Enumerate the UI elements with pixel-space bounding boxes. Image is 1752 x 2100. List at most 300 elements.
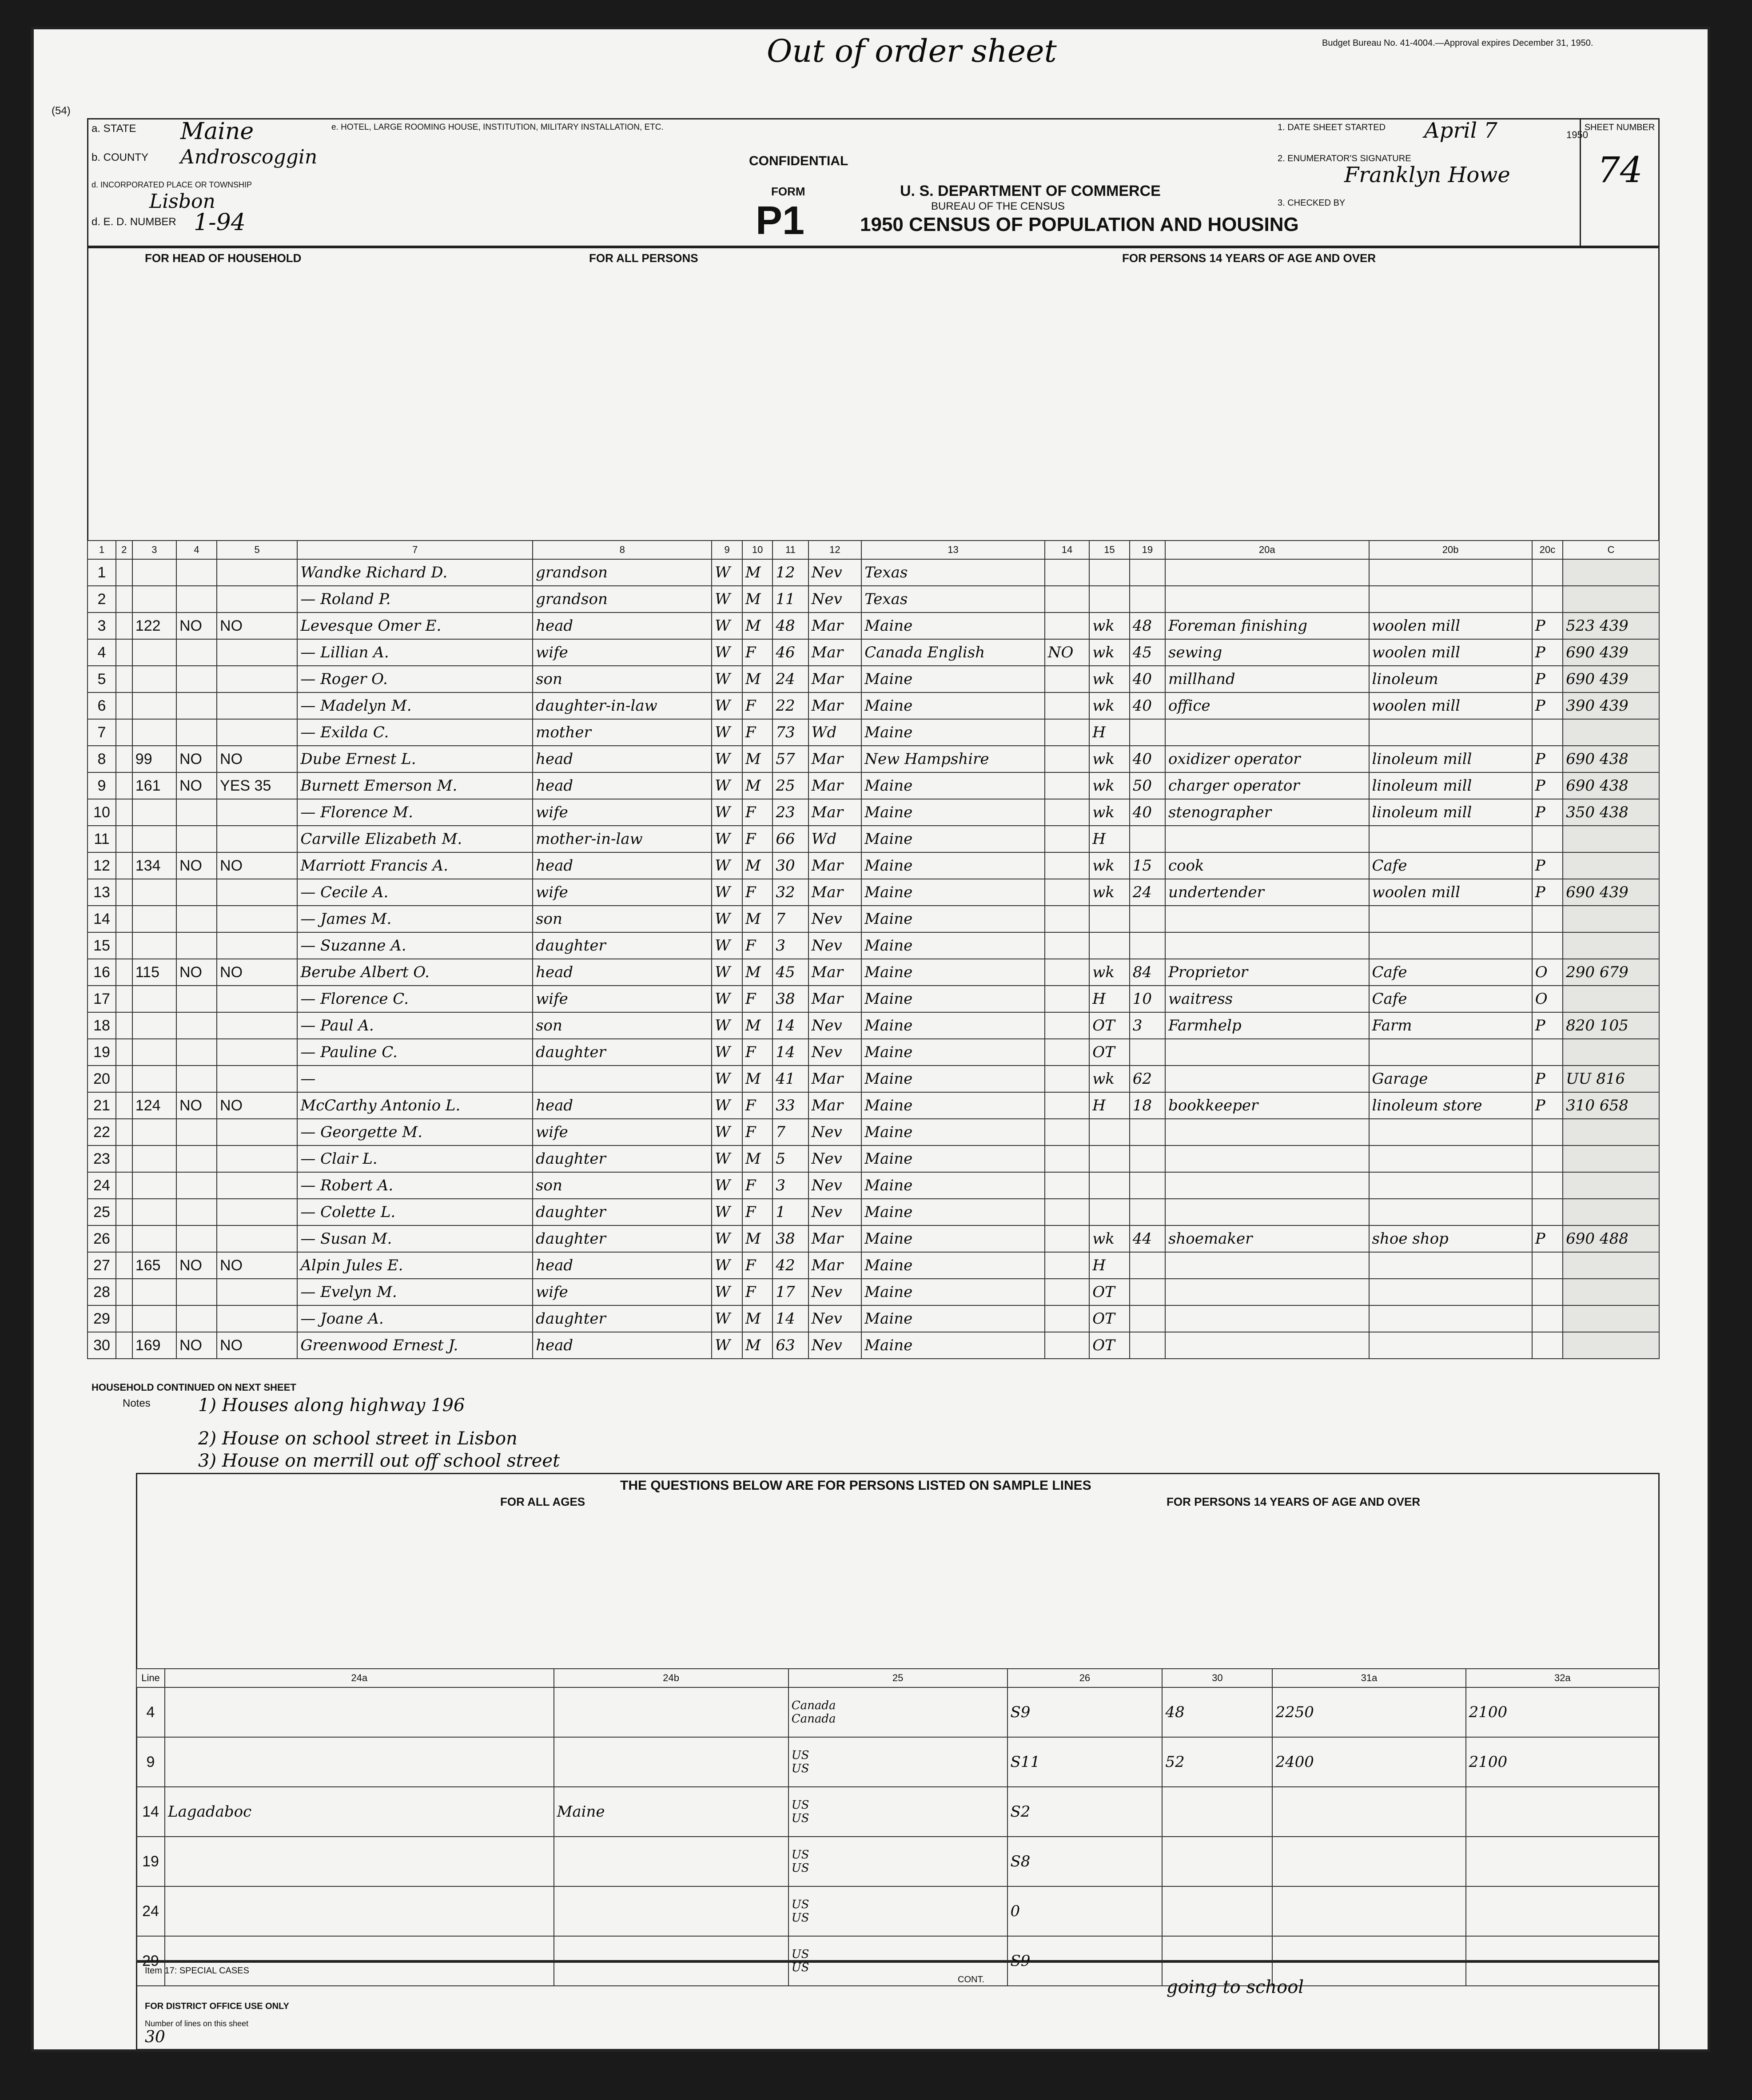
industry: woolen mill bbox=[1369, 639, 1532, 666]
office-code bbox=[1563, 932, 1659, 959]
occupation: cook bbox=[1165, 852, 1369, 879]
office-code: 690 439 bbox=[1563, 639, 1659, 666]
line-number: 22 bbox=[88, 1119, 116, 1145]
sex: F bbox=[742, 879, 772, 906]
house-number bbox=[116, 1119, 132, 1145]
work-status: wk bbox=[1089, 1225, 1130, 1252]
marital-status: Mar bbox=[808, 692, 862, 719]
serial-number bbox=[132, 1225, 176, 1252]
sex: F bbox=[742, 1252, 772, 1279]
sheet-number-label: SHEET NUMBER bbox=[1584, 123, 1655, 132]
age: 63 bbox=[772, 1332, 808, 1359]
marital-status: Nev bbox=[808, 1012, 862, 1039]
sex: F bbox=[742, 826, 772, 852]
marital-status: Mar bbox=[808, 746, 862, 772]
office-code bbox=[1563, 586, 1659, 612]
person-name: — Georgette M. bbox=[297, 1119, 533, 1145]
farm-status bbox=[176, 666, 217, 692]
hours-worked: 3 bbox=[1130, 1012, 1165, 1039]
industry bbox=[1369, 1252, 1532, 1279]
occupation: oxidizer operator bbox=[1165, 746, 1369, 772]
age: 3 bbox=[772, 1172, 808, 1199]
marital-status: Mar bbox=[808, 986, 862, 1012]
farm-status: NO bbox=[176, 959, 217, 986]
wage-income bbox=[1272, 1886, 1465, 1936]
acres: YES 35 bbox=[217, 772, 297, 799]
sex: F bbox=[742, 1172, 772, 1199]
state-value: Maine bbox=[180, 118, 254, 145]
all-persons-title: FOR ALL PERSONS bbox=[589, 251, 698, 265]
birthplace: Maine bbox=[861, 799, 1045, 826]
office-code: UU 816 bbox=[1563, 1066, 1659, 1092]
work-status: wk bbox=[1089, 692, 1130, 719]
serial-number: 115 bbox=[132, 959, 176, 986]
table-row bbox=[88, 1039, 1659, 1066]
class-of-worker: P bbox=[1532, 1012, 1563, 1039]
house-number bbox=[116, 1066, 132, 1092]
serial-number: 165 bbox=[132, 1252, 176, 1279]
parents-birthplace bbox=[788, 1737, 1007, 1787]
sample-line: 4 bbox=[136, 1687, 165, 1737]
work-status bbox=[1089, 559, 1130, 586]
weeks-worked bbox=[1162, 1886, 1272, 1936]
birthplace: Maine bbox=[861, 1092, 1045, 1119]
farm-status: NO bbox=[176, 1332, 217, 1359]
sex: F bbox=[742, 639, 772, 666]
birthplace: Maine bbox=[861, 1199, 1045, 1225]
mother-birthplace: US bbox=[791, 1861, 809, 1875]
race: W bbox=[712, 879, 742, 906]
table-row bbox=[88, 746, 1659, 772]
occupation: bookkeeper bbox=[1165, 1092, 1369, 1119]
serial-number bbox=[132, 1145, 176, 1172]
line-number: 5 bbox=[88, 666, 116, 692]
person-name: — Paul A. bbox=[297, 1012, 533, 1039]
office-code bbox=[1563, 1145, 1659, 1172]
table-row bbox=[88, 986, 1659, 1012]
race: W bbox=[712, 1012, 742, 1039]
farm-status: NO bbox=[176, 852, 217, 879]
occupation: Proprietor bbox=[1165, 959, 1369, 986]
office-code: 350 438 bbox=[1563, 799, 1659, 826]
class-of-worker: P bbox=[1532, 746, 1563, 772]
sample-row bbox=[136, 1687, 1659, 1737]
serial-number bbox=[132, 666, 176, 692]
sex: F bbox=[742, 1199, 772, 1225]
farm-status bbox=[176, 986, 217, 1012]
work-status bbox=[1089, 932, 1130, 959]
age: 14 bbox=[772, 1305, 808, 1332]
sex: F bbox=[742, 1039, 772, 1066]
note-3: 3) House on merrill out off school street bbox=[198, 1451, 560, 1471]
birthplace: Canada English bbox=[861, 639, 1045, 666]
work-status: OT bbox=[1089, 1332, 1130, 1359]
relationship: daughter-in-law bbox=[533, 692, 712, 719]
industry bbox=[1369, 1332, 1532, 1359]
farm-status: NO bbox=[176, 1252, 217, 1279]
house-number bbox=[116, 986, 132, 1012]
class-of-worker: P bbox=[1532, 879, 1563, 906]
birthplace: Maine bbox=[861, 1305, 1045, 1332]
wage-income bbox=[1272, 1837, 1465, 1886]
wage-income bbox=[1272, 1787, 1465, 1837]
birthplace: Maine bbox=[861, 986, 1045, 1012]
marital-status: Mar bbox=[808, 772, 862, 799]
marital-status: Mar bbox=[808, 959, 862, 986]
house-number bbox=[116, 559, 132, 586]
farm-status bbox=[176, 1012, 217, 1039]
naturalized bbox=[1045, 746, 1089, 772]
office-code bbox=[1563, 1119, 1659, 1145]
office-code bbox=[1563, 1279, 1659, 1305]
column-numbers: 1 2 3 4 5 7 8 9 10 11 12 13 14 15 19 20a 20b 20c C bbox=[88, 541, 1659, 559]
relationship: wife bbox=[533, 1119, 712, 1145]
line-number: 17 bbox=[88, 986, 116, 1012]
serial-number bbox=[132, 1279, 176, 1305]
enumerator-label: 2. ENUMERATOR'S SIGNATURE bbox=[1278, 154, 1411, 163]
class-of-worker: O bbox=[1532, 986, 1563, 1012]
sex: M bbox=[742, 1012, 772, 1039]
occupation: millhand bbox=[1165, 666, 1369, 692]
sex: F bbox=[742, 799, 772, 826]
person-name: Alpin Jules E. bbox=[297, 1252, 533, 1279]
age: 7 bbox=[772, 906, 808, 932]
table-row bbox=[88, 772, 1659, 799]
office-code: 290 679 bbox=[1563, 959, 1659, 986]
relationship: wife bbox=[533, 639, 712, 666]
year-value: 1950 bbox=[1566, 129, 1588, 140]
naturalized bbox=[1045, 612, 1089, 639]
county-year-ago bbox=[165, 1737, 554, 1787]
serial-number bbox=[132, 1066, 176, 1092]
naturalized bbox=[1045, 666, 1089, 692]
person-name: Carville Elizabeth M. bbox=[297, 826, 533, 852]
relationship: head bbox=[533, 1332, 712, 1359]
naturalized bbox=[1045, 826, 1089, 852]
marital-status: Nev bbox=[808, 586, 862, 612]
industry: Farm bbox=[1369, 1012, 1532, 1039]
race: W bbox=[712, 799, 742, 826]
house-number bbox=[116, 1332, 132, 1359]
line-number: 8 bbox=[88, 746, 116, 772]
industry: Cafe bbox=[1369, 852, 1532, 879]
table-row bbox=[88, 799, 1659, 826]
acres bbox=[217, 906, 297, 932]
sex: M bbox=[742, 612, 772, 639]
relationship: grandson bbox=[533, 559, 712, 586]
race: W bbox=[712, 639, 742, 666]
lines-label: Number of lines on this sheet bbox=[145, 2019, 249, 2028]
relationship: son bbox=[533, 906, 712, 932]
father-birthplace: Canada bbox=[791, 1699, 836, 1712]
naturalized bbox=[1045, 1145, 1089, 1172]
class-of-worker: P bbox=[1532, 772, 1563, 799]
marital-status: Nev bbox=[808, 1172, 862, 1199]
occupation bbox=[1165, 1279, 1369, 1305]
marital-status: Mar bbox=[808, 1225, 862, 1252]
note-1: 1) Houses along highway 196 bbox=[198, 1395, 465, 1416]
class-of-worker bbox=[1532, 1305, 1563, 1332]
checked-by-label: 3. CHECKED BY bbox=[1278, 198, 1346, 208]
sample-line: 9 bbox=[136, 1737, 165, 1787]
industry: Cafe bbox=[1369, 986, 1532, 1012]
hours-worked: 45 bbox=[1130, 639, 1165, 666]
acres bbox=[217, 1225, 297, 1252]
sex: F bbox=[742, 986, 772, 1012]
naturalized bbox=[1045, 1092, 1089, 1119]
serial-number bbox=[132, 826, 176, 852]
house-number bbox=[116, 1225, 132, 1252]
hours-worked: 24 bbox=[1130, 879, 1165, 906]
office-code: 690 439 bbox=[1563, 666, 1659, 692]
house-number bbox=[116, 612, 132, 639]
item17-label: Item 17: SPECIAL CASES bbox=[145, 1966, 249, 1976]
line-number: 29 bbox=[88, 1305, 116, 1332]
hours-worked: 84 bbox=[1130, 959, 1165, 986]
acres: NO bbox=[217, 959, 297, 986]
person-name: — Joane A. bbox=[297, 1305, 533, 1332]
naturalized bbox=[1045, 986, 1089, 1012]
race: W bbox=[712, 1199, 742, 1225]
class-of-worker: P bbox=[1532, 639, 1563, 666]
age: 11 bbox=[772, 586, 808, 612]
work-status bbox=[1089, 586, 1130, 612]
farm-status bbox=[176, 559, 217, 586]
race: W bbox=[712, 1066, 742, 1092]
parents-birthplace bbox=[788, 1837, 1007, 1886]
work-status: wk bbox=[1089, 666, 1130, 692]
birthplace: Texas bbox=[861, 586, 1045, 612]
sex: M bbox=[742, 559, 772, 586]
person-name: — Florence C. bbox=[297, 986, 533, 1012]
acres bbox=[217, 879, 297, 906]
relationship: head bbox=[533, 1092, 712, 1119]
dept-title: U. S. DEPARTMENT OF COMMERCE bbox=[900, 183, 1161, 199]
work-status: wk bbox=[1089, 746, 1130, 772]
class-of-worker bbox=[1532, 1279, 1563, 1305]
budget-note: Budget Bureau No. 41-4004.—Approval expires December 31, 1950. bbox=[1322, 38, 1593, 48]
highest-grade: 0 bbox=[1007, 1886, 1163, 1936]
person-name: McCarthy Antonio L. bbox=[297, 1092, 533, 1119]
sex: M bbox=[742, 959, 772, 986]
birthplace: Maine bbox=[861, 692, 1045, 719]
marital-status: Mar bbox=[808, 852, 862, 879]
line-number: 27 bbox=[88, 1252, 116, 1279]
sex: F bbox=[742, 932, 772, 959]
sex: M bbox=[742, 1066, 772, 1092]
line-number: 4 bbox=[88, 639, 116, 666]
county-label: b. COUNTY bbox=[92, 151, 149, 163]
occupation bbox=[1165, 906, 1369, 932]
person-name: — Roland P. bbox=[297, 586, 533, 612]
date-started-label: 1. DATE SHEET STARTED bbox=[1278, 123, 1386, 132]
work-status: wk bbox=[1089, 639, 1130, 666]
lines-value: 30 bbox=[145, 2028, 165, 2046]
notes-label: Notes bbox=[123, 1397, 151, 1409]
relationship: head bbox=[533, 1252, 712, 1279]
over-14-title: FOR PERSONS 14 YEARS OF AGE AND OVER bbox=[1122, 251, 1376, 265]
place-label: d. INCORPORATED PLACE OR TOWNSHIP bbox=[92, 180, 252, 189]
class-of-worker bbox=[1532, 1199, 1563, 1225]
weeks-worked: 52 bbox=[1162, 1737, 1272, 1787]
class-of-worker: P bbox=[1532, 666, 1563, 692]
county-year-ago bbox=[165, 1886, 554, 1936]
relationship: mother bbox=[533, 719, 712, 746]
class-of-worker bbox=[1532, 1172, 1563, 1199]
work-status: wk bbox=[1089, 612, 1130, 639]
household-continued: HOUSEHOLD CONTINUED ON NEXT SHEET bbox=[92, 1382, 296, 1393]
person-name: — Florence M. bbox=[297, 799, 533, 826]
age: 1 bbox=[772, 1199, 808, 1225]
acres bbox=[217, 799, 297, 826]
house-number bbox=[116, 1199, 132, 1225]
sex: F bbox=[742, 1279, 772, 1305]
age: 14 bbox=[772, 1039, 808, 1066]
industry bbox=[1369, 559, 1532, 586]
age: 38 bbox=[772, 986, 808, 1012]
county-year-ago bbox=[165, 1687, 554, 1737]
line-number: 18 bbox=[88, 1012, 116, 1039]
table-row bbox=[88, 959, 1659, 986]
occupation: undertender bbox=[1165, 879, 1369, 906]
occupation bbox=[1165, 1145, 1369, 1172]
weeks-worked bbox=[1162, 1837, 1272, 1886]
office-code bbox=[1563, 986, 1659, 1012]
house-number bbox=[116, 772, 132, 799]
serial-number bbox=[132, 586, 176, 612]
occupation: Foreman finishing bbox=[1165, 612, 1369, 639]
office-code bbox=[1563, 852, 1659, 879]
birthplace: Maine bbox=[861, 852, 1045, 879]
race: W bbox=[712, 1305, 742, 1332]
farm-status bbox=[176, 692, 217, 719]
office-code bbox=[1563, 906, 1659, 932]
farm-status: NO bbox=[176, 746, 217, 772]
work-status: wk bbox=[1089, 772, 1130, 799]
hours-worked: 48 bbox=[1130, 612, 1165, 639]
out-of-order-note: Out of order sheet bbox=[767, 33, 1057, 69]
person-name: — Clair L. bbox=[297, 1145, 533, 1172]
class-of-worker bbox=[1532, 719, 1563, 746]
father-birthplace: US bbox=[791, 1749, 809, 1762]
person-name: — Exilda C. bbox=[297, 719, 533, 746]
hours-worked: 40 bbox=[1130, 799, 1165, 826]
enumerator-signature: Franklyn Howe bbox=[1344, 163, 1510, 187]
marital-status: Wd bbox=[808, 719, 862, 746]
house-number bbox=[116, 959, 132, 986]
form-code: (54) bbox=[52, 105, 71, 117]
marital-status: Nev bbox=[808, 1119, 862, 1145]
race: W bbox=[712, 906, 742, 932]
bureau-title: BUREAU OF THE CENSUS bbox=[931, 200, 1065, 212]
table-row bbox=[88, 1092, 1659, 1119]
race: W bbox=[712, 852, 742, 879]
hours-worked bbox=[1130, 559, 1165, 586]
acres bbox=[217, 1199, 297, 1225]
family-income: 2100 bbox=[1466, 1687, 1659, 1737]
race: W bbox=[712, 772, 742, 799]
state-label: a. STATE bbox=[92, 123, 136, 135]
person-name: Dube Ernest L. bbox=[297, 746, 533, 772]
age: 22 bbox=[772, 692, 808, 719]
acres bbox=[217, 666, 297, 692]
head-of-household-title: FOR HEAD OF HOUSEHOLD bbox=[145, 251, 302, 265]
weeks-worked: 48 bbox=[1162, 1687, 1272, 1737]
state-year-ago bbox=[554, 1737, 788, 1787]
census-title: 1950 CENSUS OF POPULATION AND HOUSING bbox=[860, 214, 1299, 235]
naturalized bbox=[1045, 1332, 1089, 1359]
work-status: H bbox=[1089, 1252, 1130, 1279]
age: 66 bbox=[772, 826, 808, 852]
race: W bbox=[712, 959, 742, 986]
state-year-ago bbox=[554, 1837, 788, 1886]
mother-birthplace: US bbox=[791, 1961, 809, 1974]
class-of-worker bbox=[1532, 1332, 1563, 1359]
office-use-label: FOR DISTRICT OFFICE USE ONLY bbox=[145, 2001, 289, 2011]
occupation bbox=[1165, 1305, 1369, 1332]
age: 17 bbox=[772, 1279, 808, 1305]
race: W bbox=[712, 1332, 742, 1359]
farm-status bbox=[176, 1279, 217, 1305]
person-name: — Suzanne A. bbox=[297, 932, 533, 959]
serial-number: 124 bbox=[132, 1092, 176, 1119]
marital-status: Nev bbox=[808, 1332, 862, 1359]
marital-status: Mar bbox=[808, 612, 862, 639]
serial-number bbox=[132, 1305, 176, 1332]
work-status: wk bbox=[1089, 852, 1130, 879]
relationship bbox=[533, 1066, 712, 1092]
naturalized bbox=[1045, 932, 1089, 959]
age: 38 bbox=[772, 1225, 808, 1252]
marital-status: Nev bbox=[808, 1145, 862, 1172]
birthplace: Maine bbox=[861, 959, 1045, 986]
house-number bbox=[116, 1092, 132, 1119]
occupation: shoemaker bbox=[1165, 1225, 1369, 1252]
office-code: 690 439 bbox=[1563, 879, 1659, 906]
acres bbox=[217, 1172, 297, 1199]
line-number: 21 bbox=[88, 1092, 116, 1119]
work-status: OT bbox=[1089, 1305, 1130, 1332]
line-number: 6 bbox=[88, 692, 116, 719]
sample-line: 19 bbox=[136, 1837, 165, 1886]
naturalized bbox=[1045, 1119, 1089, 1145]
hours-worked: 10 bbox=[1130, 986, 1165, 1012]
office-code bbox=[1563, 1305, 1659, 1332]
class-of-worker: P bbox=[1532, 1066, 1563, 1092]
family-income: 2100 bbox=[1466, 1737, 1659, 1787]
sex: M bbox=[742, 772, 772, 799]
race: W bbox=[712, 612, 742, 639]
occupation bbox=[1165, 932, 1369, 959]
sex: F bbox=[742, 1119, 772, 1145]
line-number: 10 bbox=[88, 799, 116, 826]
office-code: 690 488 bbox=[1563, 1225, 1659, 1252]
office-code: 390 439 bbox=[1563, 692, 1659, 719]
naturalized bbox=[1045, 1252, 1089, 1279]
industry bbox=[1369, 1279, 1532, 1305]
serial-number bbox=[132, 1172, 176, 1199]
age: 14 bbox=[772, 1012, 808, 1039]
person-name: — Robert A. bbox=[297, 1172, 533, 1199]
line-number: 9 bbox=[88, 772, 116, 799]
relationship: wife bbox=[533, 879, 712, 906]
race: W bbox=[712, 746, 742, 772]
date-started-value: April 7 bbox=[1424, 118, 1497, 143]
naturalized bbox=[1045, 1039, 1089, 1066]
occupation bbox=[1165, 1199, 1369, 1225]
relationship: son bbox=[533, 1012, 712, 1039]
birthplace: New Hampshire bbox=[861, 746, 1045, 772]
